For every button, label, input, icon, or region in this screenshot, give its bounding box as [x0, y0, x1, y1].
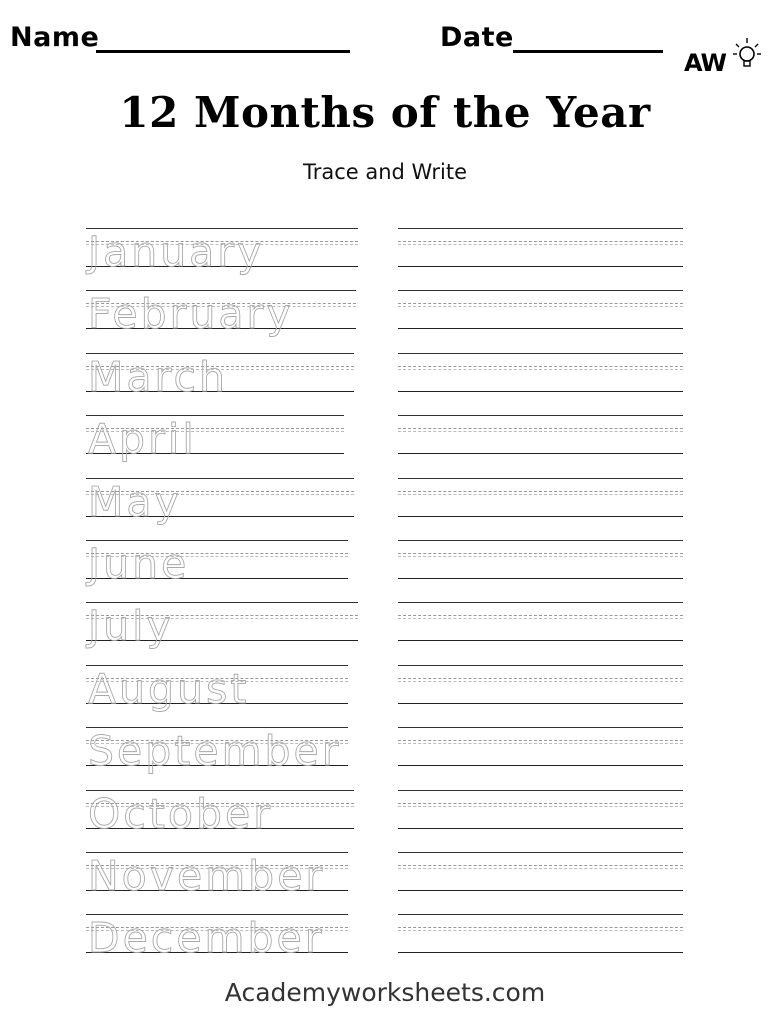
trace-row [86, 540, 348, 604]
top-line [398, 790, 683, 791]
trace-row [86, 353, 354, 417]
mid-dashed-line [398, 678, 683, 679]
trace-word: December [88, 914, 325, 962]
mid-dashed-line [398, 740, 683, 741]
trace-row [86, 602, 358, 666]
write-row [398, 290, 683, 354]
logo [684, 35, 764, 80]
trace-row [86, 415, 344, 479]
trace-row [86, 914, 348, 978]
mid-dashed-line [398, 743, 683, 744]
page-title: 12 Months of the Year [119, 88, 651, 137]
mid-dashed-line [398, 244, 683, 245]
top-line [398, 852, 683, 853]
trace-row [86, 665, 348, 729]
mid-dashed-line [398, 615, 683, 616]
trace-word: January [88, 228, 265, 276]
baseline [398, 890, 683, 891]
mid-dashed-line [398, 428, 683, 429]
top-line [398, 665, 683, 666]
write-row [398, 540, 683, 604]
baseline [398, 391, 683, 392]
mid-dashed-line [398, 241, 683, 242]
trace-word: March [88, 353, 228, 401]
write-row [398, 478, 683, 542]
trace-row [86, 228, 358, 292]
trace-row [86, 790, 354, 854]
trace-word: February [88, 290, 294, 338]
top-line [398, 353, 683, 354]
top-line [398, 914, 683, 915]
top-line [398, 228, 683, 229]
baseline [398, 640, 683, 641]
trace-word: April [88, 415, 197, 463]
trace-word: November [88, 852, 326, 900]
trace-word: June [88, 540, 190, 588]
trace-word: August [88, 665, 250, 713]
baseline [398, 828, 683, 829]
write-row [398, 353, 683, 417]
baseline [398, 266, 683, 267]
write-row [398, 228, 683, 292]
trace-word: May [88, 478, 182, 526]
baseline [398, 453, 683, 454]
trace-row [86, 290, 356, 354]
top-line [398, 540, 683, 541]
baseline [398, 516, 683, 517]
write-row [398, 727, 683, 791]
top-line [398, 415, 683, 416]
mid-dashed-line [398, 803, 683, 804]
trace-row [86, 852, 348, 916]
trace-row [86, 727, 348, 791]
trace-word: September [88, 727, 342, 775]
top-line [398, 478, 683, 479]
mid-dashed-line [398, 303, 683, 304]
top-line [398, 727, 683, 728]
write-row [398, 790, 683, 854]
write-row [398, 665, 683, 729]
write-row [398, 415, 683, 479]
mid-dashed-line [398, 494, 683, 495]
mid-dashed-line [398, 618, 683, 619]
write-row [398, 914, 683, 978]
write-row [398, 602, 683, 666]
date-write-line [513, 50, 663, 53]
footer-website: Academyworksheets.com [224, 978, 546, 1007]
baseline [398, 703, 683, 704]
mid-dashed-line [398, 865, 683, 866]
mid-dashed-line [398, 556, 683, 557]
name-label: Name [10, 22, 100, 53]
mid-dashed-line [398, 491, 683, 492]
mid-dashed-line [398, 306, 683, 307]
trace-row [86, 478, 354, 542]
mid-dashed-line [398, 806, 683, 807]
mid-dashed-line [398, 369, 683, 370]
mid-dashed-line [398, 927, 683, 928]
trace-word: October [88, 790, 274, 838]
page-subtitle: Trace and Write [302, 160, 467, 184]
baseline [398, 952, 683, 953]
date-label: Date [440, 22, 514, 53]
name-write-line [96, 50, 350, 53]
mid-dashed-line [398, 681, 683, 682]
lightbulb-icon [732, 35, 762, 77]
baseline [398, 328, 683, 329]
baseline [398, 578, 683, 579]
top-line [398, 290, 683, 291]
mid-dashed-line [398, 431, 683, 432]
write-row [398, 852, 683, 916]
mid-dashed-line [398, 553, 683, 554]
mid-dashed-line [398, 366, 683, 367]
logo-text: AW [684, 49, 726, 77]
top-line [398, 602, 683, 603]
trace-word: July [88, 602, 174, 650]
baseline [398, 765, 683, 766]
mid-dashed-line [398, 868, 683, 869]
mid-dashed-line [398, 930, 683, 931]
